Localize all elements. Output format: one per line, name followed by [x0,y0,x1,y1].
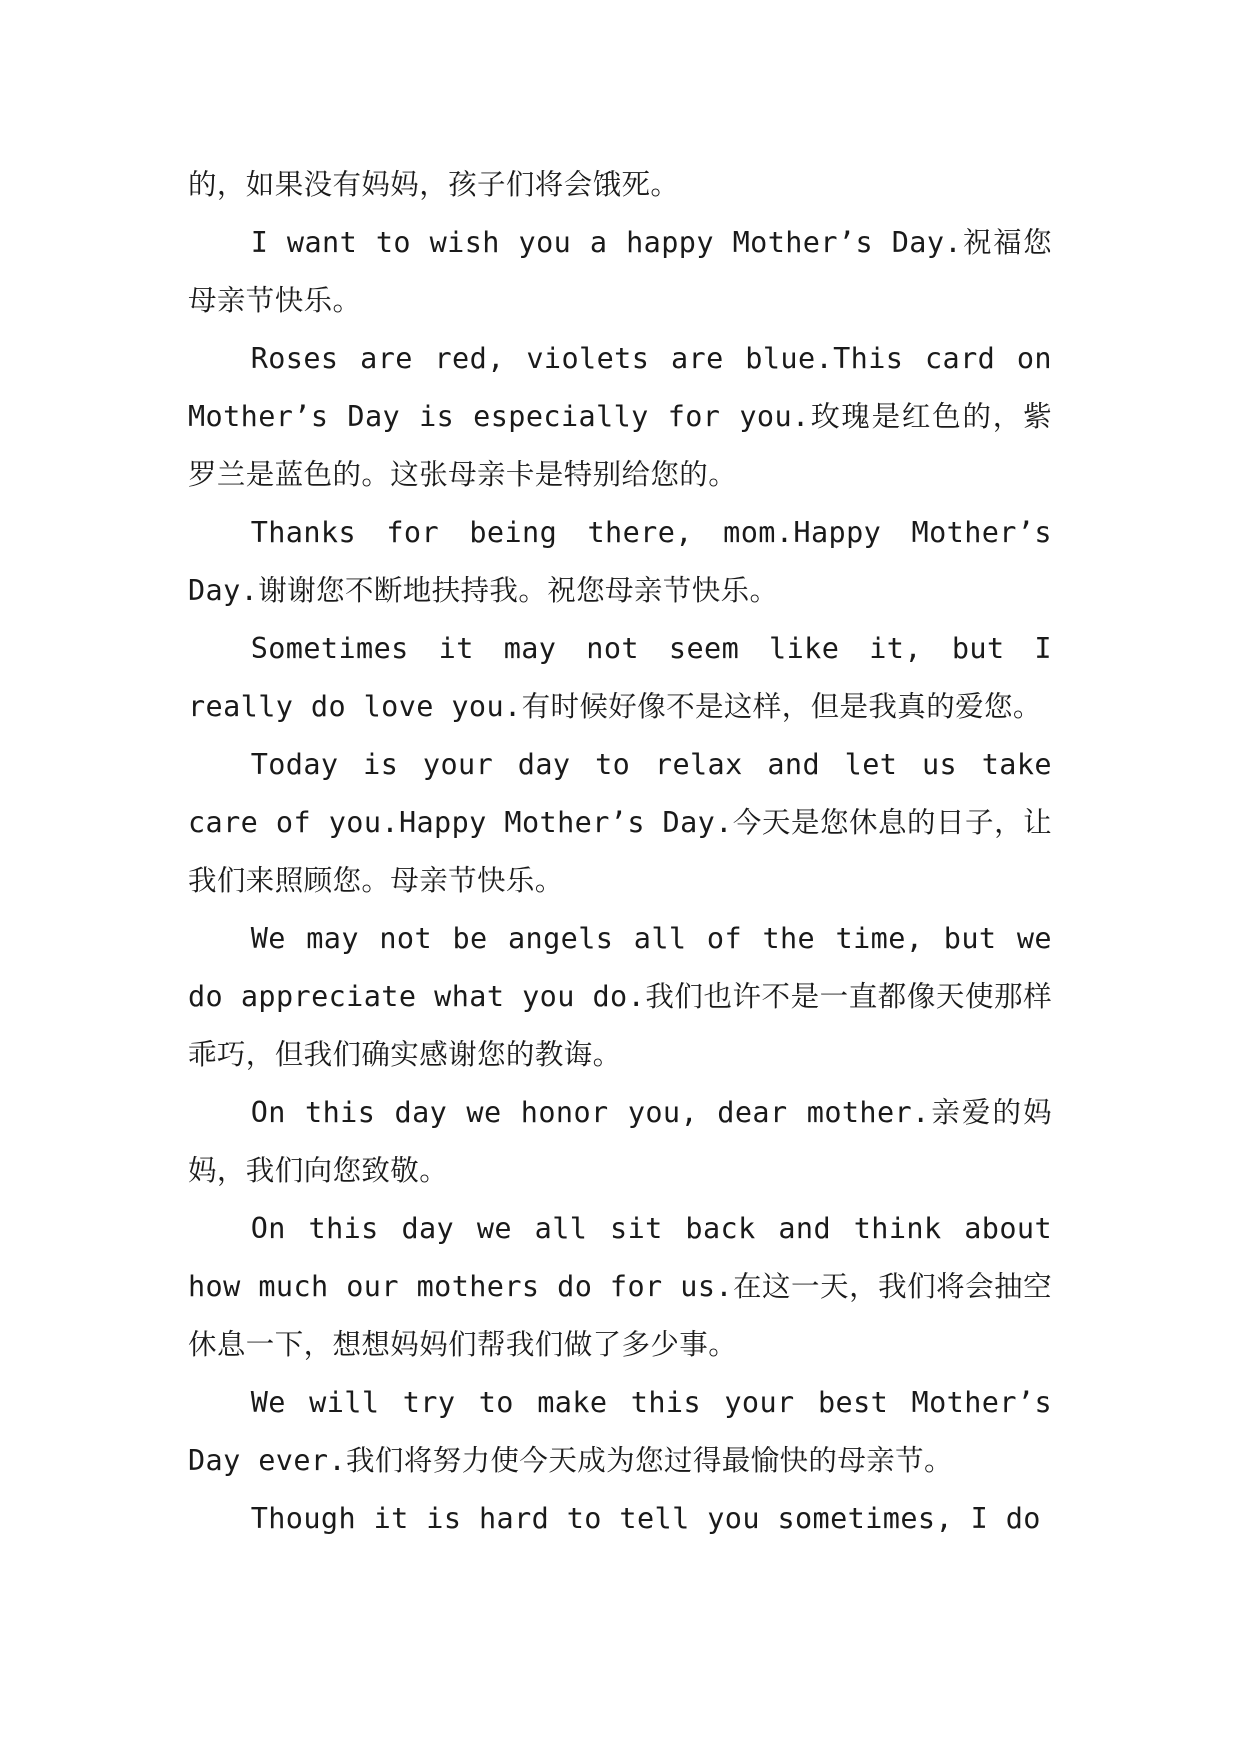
paragraph: Sometimes it may not seem like it, but I really do love you.有时候好像不是这样，但是我真的爱您。 [188,632,1052,723]
paragraph: I want to wish you a happy Mother’s Day.祝福您母亲节快乐。 [188,226,1052,317]
paragraph-truncated: Though it is hard to tell you sometimes, I do [250,1502,1041,1535]
paragraph: Thanks for being there, mom.Happy Mother’s Day.谢谢您不断地扶持我。祝您母亲节快乐。 [188,516,1052,607]
paragraph: We will try to make this your best Mother’s Day ever.我们将努力使今天成为您过得最愉快的母亲节。 [188,1386,1052,1477]
paragraph: Today is your day to relax and let us take care of you.Happy Mother’s Day.今天是您休息的日子，让我们来照顾您。母亲节快乐。 [188,748,1052,897]
paragraph: Roses are red, violets are blue.This card on Mother’s Day is especially for you.玫瑰是红色的，紫罗兰是蓝色的。这张母亲卡是特别给您的。 [188,342,1052,491]
paragraph: On this day we all sit back and think about how much our mothers do for us.在这一天，我们将会抽空休息一下，想想妈妈们帮我们做了多少事。 [188,1212,1052,1361]
paragraph-continuation: 的，如果没有妈妈，孩子们将会饿死。 [188,168,680,201]
document-body [188,156,1052,1548]
paragraph: On this day we honor you, dear mother.亲爱的妈妈，我们向您致敬。 [188,1096,1052,1187]
paragraph: We may not be angels all of the time, but we do appreciate what you do.我们也许不是一直都像天使那样乖巧，但我们确实感谢您的教诲。 [188,922,1052,1071]
